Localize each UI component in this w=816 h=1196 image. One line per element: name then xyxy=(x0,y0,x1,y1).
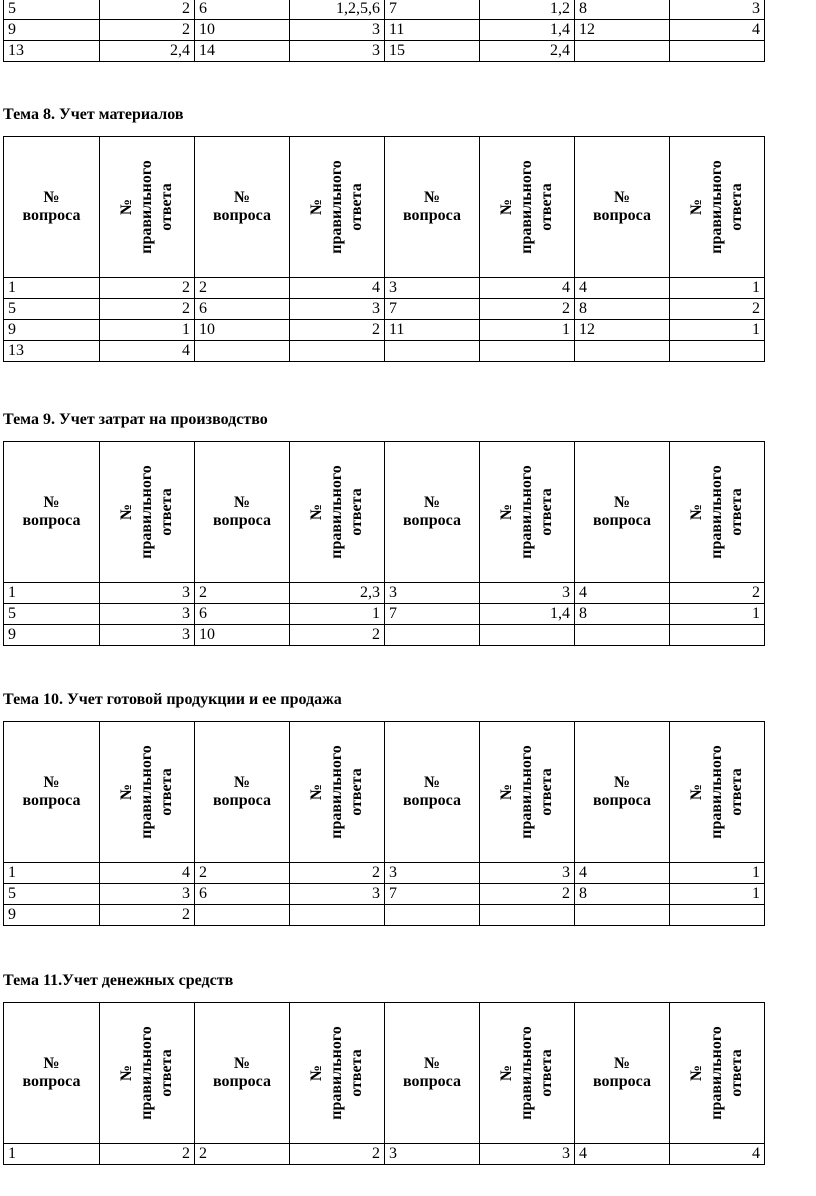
question-number-header xyxy=(385,722,480,863)
header-text: ответа xyxy=(538,488,555,536)
answer-cell: 4 xyxy=(290,278,385,299)
table-row xyxy=(4,863,765,884)
answer-cell: 2 xyxy=(100,278,195,299)
section-title: Тема 8. Учет материалов xyxy=(3,106,184,123)
header-text: № xyxy=(423,189,441,206)
correct-answer-header xyxy=(480,722,575,863)
header-text: правильного xyxy=(138,465,155,559)
answer-cell: 2 xyxy=(100,905,195,926)
question-number-cell: 5 xyxy=(4,884,100,905)
question-number-cell xyxy=(195,341,290,362)
question-number-cell: 9 xyxy=(4,625,100,646)
rotated-header-text xyxy=(117,447,177,577)
header-text: № xyxy=(43,1055,60,1072)
header-text: ответа xyxy=(158,488,175,536)
answer-cell: 1 xyxy=(480,320,575,341)
answer-cell: 1,2,5,6 xyxy=(290,0,385,20)
correct-answer-header xyxy=(100,137,195,278)
answer-cell: 4 xyxy=(100,863,195,884)
header-text: ответа xyxy=(728,1049,745,1097)
correct-answer-header xyxy=(670,442,765,583)
correct-answer-header xyxy=(290,722,385,863)
header-text: правильного xyxy=(518,745,535,839)
question-number-cell: 9 xyxy=(4,20,100,41)
question-number-header xyxy=(195,137,290,278)
question-number-cell: 13 xyxy=(4,41,100,62)
header-text: ответа xyxy=(728,488,745,536)
header-text: № xyxy=(613,774,631,791)
table-header xyxy=(4,722,765,863)
question-number-cell xyxy=(575,341,670,362)
rotated-header-text xyxy=(497,727,557,857)
answer-cell: 1 xyxy=(670,884,765,905)
header-text: вопроса xyxy=(593,1073,651,1090)
correct-answer-header xyxy=(290,442,385,583)
question-number-cell: 10 xyxy=(195,625,290,646)
header-text: правильного xyxy=(328,745,345,839)
question-number-cell: 4 xyxy=(575,1144,670,1165)
answer-cell: 1,4 xyxy=(480,20,575,41)
question-number-header xyxy=(4,722,100,863)
answer-cell: 1 xyxy=(290,604,385,625)
question-number-cell: 2 xyxy=(195,278,290,299)
rotated-header-text xyxy=(497,1008,557,1138)
header-text: № xyxy=(233,494,251,511)
header-text: № xyxy=(688,503,705,521)
correct-answer-header xyxy=(100,1003,195,1144)
question-number-cell: 8 xyxy=(575,0,670,20)
header-text: № xyxy=(688,1064,705,1082)
question-number-cell: 14 xyxy=(195,41,290,62)
header-text: ответа xyxy=(348,183,365,231)
answer-cell: 2 xyxy=(670,583,765,604)
question-number-cell: 1 xyxy=(4,1144,100,1165)
question-number-cell: 13 xyxy=(4,341,100,362)
correct-answer-header xyxy=(480,137,575,278)
question-number-header xyxy=(575,137,670,278)
answer-cell: 2 xyxy=(290,625,385,646)
answer-cell: 4 xyxy=(670,1144,765,1165)
answer-cell: 3 xyxy=(290,41,385,62)
answer-cell: 2 xyxy=(670,299,765,320)
question-number-header xyxy=(4,1003,100,1144)
answer-cell: 3 xyxy=(290,299,385,320)
answer-cell xyxy=(480,905,575,926)
rotated-header-text xyxy=(497,447,557,577)
table-row xyxy=(4,583,765,604)
correct-answer-header xyxy=(480,442,575,583)
rotated-header-text xyxy=(307,1008,367,1138)
header-text: № xyxy=(118,198,135,216)
question-number-cell xyxy=(385,625,480,646)
answer-cell: 2 xyxy=(100,0,195,20)
question-number-cell: 12 xyxy=(575,20,670,41)
answer-cell: 2 xyxy=(100,1144,195,1165)
question-number-cell xyxy=(575,41,670,62)
correct-answer-header xyxy=(670,137,765,278)
answer-cell: 3 xyxy=(100,583,195,604)
header-text: № xyxy=(498,1064,515,1082)
header-text: ответа xyxy=(348,768,365,816)
answers-table xyxy=(3,136,765,362)
question-number-header xyxy=(575,442,670,583)
section-title: Тема 10. Учет готовой продукции и ее продажа xyxy=(3,691,342,708)
question-number-header xyxy=(575,722,670,863)
answer-cell: 3 xyxy=(290,884,385,905)
header-text: вопроса xyxy=(213,792,271,809)
answer-cell: 1 xyxy=(670,863,765,884)
header-text: правильного xyxy=(518,160,535,254)
question-number-cell: 3 xyxy=(385,1144,480,1165)
header-text: № xyxy=(43,189,60,206)
header-text: вопроса xyxy=(403,207,461,224)
question-number-header xyxy=(4,137,100,278)
header-text: вопроса xyxy=(22,207,81,224)
table-row xyxy=(4,278,765,299)
header-text: № xyxy=(118,1064,135,1082)
answers-table xyxy=(3,441,765,646)
question-number-cell: 6 xyxy=(195,0,290,20)
question-number-cell: 2 xyxy=(195,863,290,884)
question-number-header xyxy=(575,1003,670,1144)
header-text: вопроса xyxy=(213,207,271,224)
question-number-header xyxy=(385,137,480,278)
question-number-header xyxy=(195,722,290,863)
header-text: вопроса xyxy=(213,512,271,529)
header-text: ответа xyxy=(538,183,555,231)
correct-answer-header xyxy=(290,1003,385,1144)
question-number-cell: 6 xyxy=(195,884,290,905)
header-text: № xyxy=(423,494,441,511)
question-number-header xyxy=(4,442,100,583)
correct-answer-header xyxy=(100,442,195,583)
question-number-cell: 9 xyxy=(4,905,100,926)
answer-cell: 2 xyxy=(100,20,195,41)
answer-cell: 3 xyxy=(670,0,765,20)
header-row xyxy=(4,137,765,278)
question-number-cell: 5 xyxy=(4,299,100,320)
header-row xyxy=(4,442,765,583)
header-text: № xyxy=(43,494,60,511)
header-text: вопроса xyxy=(593,792,651,809)
header-text: ответа xyxy=(728,768,745,816)
header-text: № xyxy=(423,774,441,791)
question-number-cell: 10 xyxy=(195,320,290,341)
answer-cell: 3 xyxy=(480,1144,575,1165)
question-number-cell: 6 xyxy=(195,604,290,625)
question-number-cell xyxy=(575,625,670,646)
answer-cell: 2,4 xyxy=(480,41,575,62)
header-text: вопроса xyxy=(22,1073,81,1090)
answer-cell xyxy=(670,905,765,926)
question-number-cell: 3 xyxy=(385,583,480,604)
header-text: правильного xyxy=(138,745,155,839)
answer-cell: 1 xyxy=(670,278,765,299)
answer-cell: 3 xyxy=(480,583,575,604)
answer-cell xyxy=(670,41,765,62)
correct-answer-header xyxy=(670,1003,765,1144)
question-number-cell: 11 xyxy=(385,20,480,41)
question-number-cell: 2 xyxy=(195,583,290,604)
question-number-header xyxy=(385,442,480,583)
question-number-cell: 5 xyxy=(4,604,100,625)
question-number-header xyxy=(385,1003,480,1144)
header-text: правильного xyxy=(328,465,345,559)
header-text: ответа xyxy=(348,1049,365,1097)
header-row xyxy=(4,722,765,863)
header-text: № xyxy=(233,1055,251,1072)
question-number-header xyxy=(195,442,290,583)
header-text: № xyxy=(688,783,705,801)
answer-cell: 4 xyxy=(670,20,765,41)
question-number-cell: 8 xyxy=(575,604,670,625)
header-text: № xyxy=(498,503,515,521)
rotated-header-text xyxy=(687,142,747,272)
answer-cell: 1,4 xyxy=(480,604,575,625)
rotated-header-text xyxy=(497,142,557,272)
header-text: № xyxy=(423,1055,441,1072)
header-text: № xyxy=(498,198,515,216)
header-text: № xyxy=(118,783,135,801)
answer-cell: 1 xyxy=(670,604,765,625)
answer-cell xyxy=(480,625,575,646)
correct-answer-header xyxy=(480,1003,575,1144)
question-number-cell: 11 xyxy=(385,320,480,341)
answer-cell xyxy=(290,341,385,362)
table-body xyxy=(4,863,765,926)
answer-cell: 1 xyxy=(670,320,765,341)
rotated-header-text xyxy=(687,447,747,577)
header-text: правильного xyxy=(708,745,725,839)
question-number-cell: 12 xyxy=(575,320,670,341)
question-number-cell: 7 xyxy=(385,299,480,320)
question-number-cell: 8 xyxy=(575,299,670,320)
table-row xyxy=(4,20,765,41)
question-number-cell: 1 xyxy=(4,863,100,884)
rotated-header-text xyxy=(307,447,367,577)
header-text: правильного xyxy=(328,160,345,254)
answer-cell: 3 xyxy=(100,884,195,905)
table-row xyxy=(4,905,765,926)
header-text: № xyxy=(613,494,631,511)
header-text: № xyxy=(308,198,325,216)
header-text: вопроса xyxy=(22,792,81,809)
question-number-cell: 3 xyxy=(385,278,480,299)
table-row xyxy=(4,299,765,320)
header-text: правильного xyxy=(518,1026,535,1120)
rotated-header-text xyxy=(117,142,177,272)
rotated-header-text xyxy=(687,727,747,857)
header-text: вопроса xyxy=(213,1073,271,1090)
rotated-header-text xyxy=(687,1008,747,1138)
question-number-cell: 7 xyxy=(385,884,480,905)
answer-cell xyxy=(670,341,765,362)
question-number-cell: 3 xyxy=(385,863,480,884)
header-text: ответа xyxy=(158,183,175,231)
correct-answer-header xyxy=(290,137,385,278)
header-text: № xyxy=(613,189,631,206)
rotated-header-text xyxy=(307,142,367,272)
table-header xyxy=(4,442,765,583)
answer-cell: 2 xyxy=(100,299,195,320)
question-number-cell: 1 xyxy=(4,583,100,604)
header-text: ответа xyxy=(538,768,555,816)
question-number-cell xyxy=(385,341,480,362)
header-text: вопроса xyxy=(593,207,651,224)
header-text: правильного xyxy=(138,160,155,254)
answer-cell: 2 xyxy=(290,1144,385,1165)
answer-cell: 3 xyxy=(480,863,575,884)
question-number-cell: 8 xyxy=(575,884,670,905)
answers-table xyxy=(3,1002,765,1165)
table-row xyxy=(4,625,765,646)
table-row xyxy=(4,41,765,62)
header-text: правильного xyxy=(708,465,725,559)
section-title: Тема 11.Учет денежных средств xyxy=(3,972,234,989)
question-number-header xyxy=(195,1003,290,1144)
table-body xyxy=(4,583,765,646)
header-text: вопроса xyxy=(593,512,651,529)
rotated-header-text xyxy=(117,1008,177,1138)
question-number-cell: 10 xyxy=(195,20,290,41)
table-row xyxy=(4,320,765,341)
question-number-cell xyxy=(385,905,480,926)
header-text: № xyxy=(233,774,251,791)
top-answers-table xyxy=(3,0,765,62)
header-text: № xyxy=(613,1055,631,1072)
answer-cell: 1 xyxy=(100,320,195,341)
correct-answer-header xyxy=(670,722,765,863)
table-row xyxy=(4,1144,765,1165)
question-number-cell: 7 xyxy=(385,604,480,625)
header-text: № xyxy=(118,503,135,521)
table-row xyxy=(4,884,765,905)
answer-cell: 4 xyxy=(480,278,575,299)
table-row xyxy=(4,604,765,625)
answers-table xyxy=(3,721,765,926)
question-number-cell: 1 xyxy=(4,278,100,299)
table-header xyxy=(4,137,765,278)
rotated-header-text xyxy=(307,727,367,857)
table-body xyxy=(4,1144,765,1165)
answer-cell: 2 xyxy=(290,320,385,341)
answer-cell: 3 xyxy=(100,604,195,625)
header-text: вопроса xyxy=(22,512,81,529)
answer-cell xyxy=(670,625,765,646)
header-text: правильного xyxy=(328,1026,345,1120)
table-header xyxy=(4,1003,765,1144)
header-text: № xyxy=(688,198,705,216)
rotated-header-text xyxy=(117,727,177,857)
header-text: правильного xyxy=(708,1026,725,1120)
table-body xyxy=(4,0,765,62)
answer-cell: 2 xyxy=(480,884,575,905)
answer-cell xyxy=(290,905,385,926)
header-text: № xyxy=(308,503,325,521)
answer-cell: 2 xyxy=(290,863,385,884)
header-text: вопроса xyxy=(403,512,461,529)
answer-cell: 2 xyxy=(480,299,575,320)
table-body xyxy=(4,278,765,362)
question-number-cell: 7 xyxy=(385,0,480,20)
question-number-cell: 15 xyxy=(385,41,480,62)
header-text: № xyxy=(43,774,60,791)
question-number-cell: 6 xyxy=(195,299,290,320)
table-row xyxy=(4,341,765,362)
header-text: № xyxy=(233,189,251,206)
answer-cell: 1,2 xyxy=(480,0,575,20)
header-row xyxy=(4,1003,765,1144)
header-text: ответа xyxy=(348,488,365,536)
question-number-cell: 2 xyxy=(195,1144,290,1165)
header-text: правильного xyxy=(518,465,535,559)
question-number-cell: 4 xyxy=(575,278,670,299)
answer-cell: 4 xyxy=(100,341,195,362)
question-number-cell: 5 xyxy=(4,0,100,20)
answer-cell: 2,3 xyxy=(290,583,385,604)
question-number-cell xyxy=(195,905,290,926)
answer-cell: 2,4 xyxy=(100,41,195,62)
header-text: правильного xyxy=(708,160,725,254)
header-text: ответа xyxy=(158,1049,175,1097)
question-number-cell xyxy=(575,905,670,926)
question-number-cell: 9 xyxy=(4,320,100,341)
header-text: правильного xyxy=(138,1026,155,1120)
header-text: вопроса xyxy=(403,792,461,809)
question-number-cell: 4 xyxy=(575,863,670,884)
answer-cell: 3 xyxy=(290,20,385,41)
correct-answer-header xyxy=(100,722,195,863)
section-title: Тема 9. Учет затрат на производство xyxy=(3,411,268,428)
header-text: № xyxy=(308,783,325,801)
header-text: № xyxy=(308,1064,325,1082)
header-text: ответа xyxy=(158,768,175,816)
question-number-cell: 4 xyxy=(575,583,670,604)
header-text: вопроса xyxy=(403,1073,461,1090)
header-text: ответа xyxy=(538,1049,555,1097)
table-row xyxy=(4,0,765,20)
answer-cell: 3 xyxy=(100,625,195,646)
answer-cell xyxy=(480,341,575,362)
header-text: № xyxy=(498,783,515,801)
header-text: ответа xyxy=(728,183,745,231)
